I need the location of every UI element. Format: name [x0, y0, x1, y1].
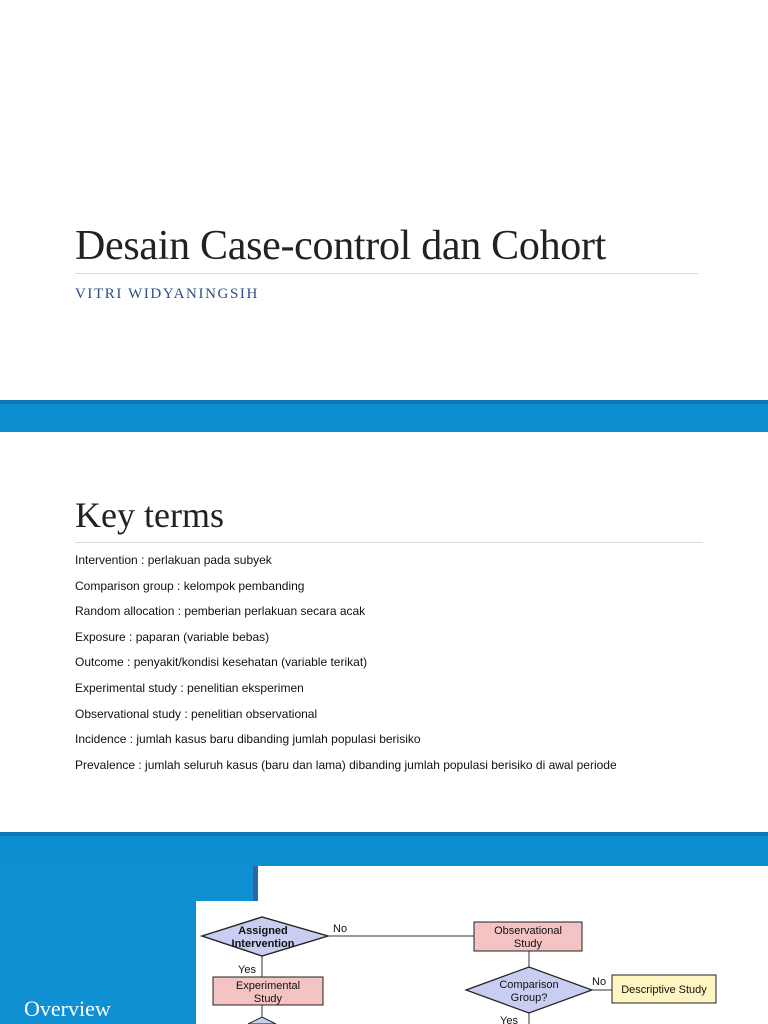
comparison-line2: Group? — [510, 992, 548, 1004]
term-item-incidence: Incidence : jumlah kasus baru dibanding jumlah populasi berisiko — [75, 732, 421, 747]
no-label-1: No — [333, 923, 348, 935]
assigned-line2: Intervention — [231, 938, 295, 950]
term-item-outcome: Outcome : penyakit/kondisi kesehatan (variable terikat) — [75, 655, 368, 670]
study-design-flowchart — [196, 901, 768, 1024]
experimental-line1: Experimental — [235, 980, 301, 992]
experimental-line2: Study — [253, 993, 283, 1005]
term-item-comparison-group: Comparison group : kelompok pembanding — [75, 578, 305, 593]
yes-label-1: Yes — [238, 964, 256, 976]
descriptive-label: Descriptive Study — [621, 984, 707, 996]
key-terms-list — [75, 550, 617, 780]
yes-label-2: Yes — [500, 1015, 518, 1024]
overview-slide — [0, 866, 768, 1024]
title-slide — [0, 0, 768, 400]
author-name: VITRI WIDYANINGSIH — [75, 286, 259, 302]
slide-separator-band — [0, 832, 768, 866]
slide-separator-band — [0, 400, 768, 432]
key-terms-divider — [75, 542, 703, 543]
term-item-prevalence: Prevalence : jumlah seluruh kasus (baru dan lama) dibanding jumlah populasi berisiko di awal periode — [75, 757, 617, 772]
term-item-experimental-study: Experimental study : penelitian eksperimen — [75, 680, 304, 695]
title-divider — [75, 273, 698, 274]
side-panel-edge — [253, 866, 258, 901]
comparison-line1: Comparison — [499, 979, 559, 991]
observational-line1: Observational — [494, 925, 562, 937]
term-item-intervention: Intervention : perlakuan pada subyek — [75, 553, 272, 567]
no-label-2: No — [592, 976, 607, 988]
next-diamond-partial — [248, 1017, 276, 1024]
slide-title: Desain Case-control dan Cohort — [75, 223, 607, 269]
key-terms-title: Key terms — [75, 495, 224, 535]
assigned-line1: Assigned — [238, 925, 288, 937]
term-item-random-allocation: Random allocation : pemberian perlakuan secara acak — [75, 604, 366, 619]
overview-title: Overview — [24, 996, 111, 1021]
key-terms-slide — [0, 432, 768, 832]
term-item-observational-study: Observational study : penelitian observational — [75, 706, 318, 721]
observational-line2: Study — [513, 938, 543, 950]
term-item-exposure: Exposure : paparan (variable bebas) — [75, 629, 270, 644]
